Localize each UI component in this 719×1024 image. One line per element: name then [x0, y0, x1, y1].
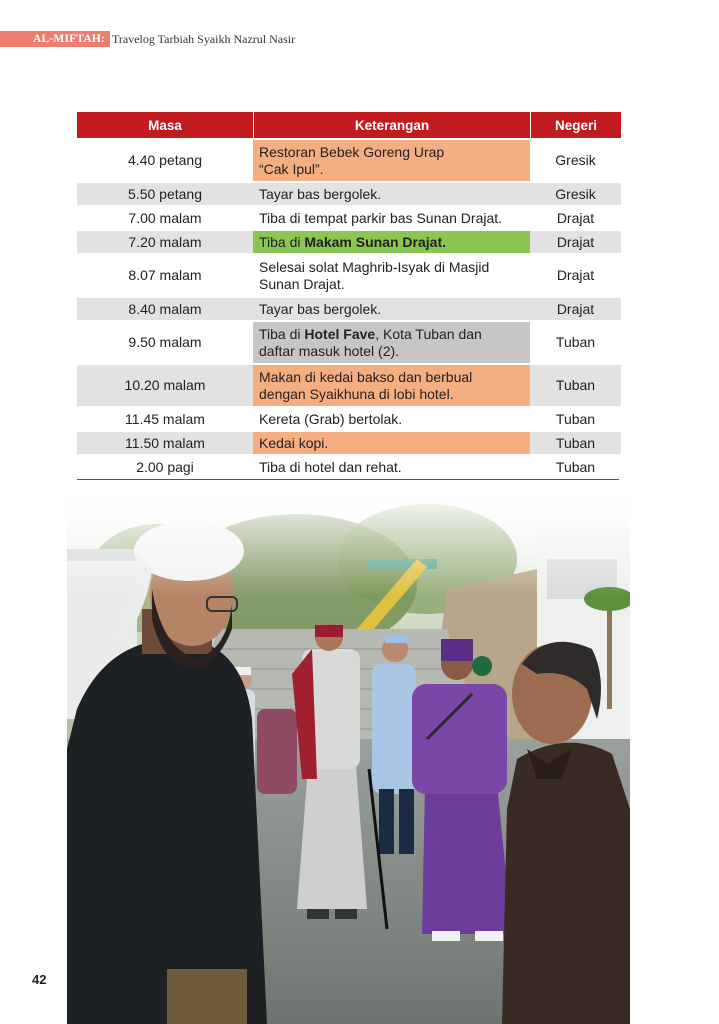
cell-keterangan [253, 432, 530, 454]
cell-negeri: Tuban [555, 334, 596, 350]
table-bottom-rule [77, 479, 619, 480]
photo-icon [67, 489, 630, 1024]
table-row [77, 255, 621, 296]
cell-masa: 10.20 malam [77, 365, 253, 406]
keterangan-text: Restoran Bebek Goreng Urap [259, 143, 445, 160]
table-row [77, 207, 621, 229]
keterangan-bold: Hotel Fave [304, 325, 376, 342]
cell-masa: 4.40 petang [128, 152, 202, 168]
cell-negeri: Drajat [530, 231, 621, 253]
cell-masa: 11.45 malam [125, 410, 205, 427]
cell-keterangan [253, 255, 530, 296]
keterangan-text: Selesai solat Maghrib-Isyak di Masjid [259, 258, 490, 275]
page-number: 42 [32, 972, 47, 987]
cell-keterangan [253, 456, 530, 478]
keterangan-bold: Makam Sunan Drajat. [304, 233, 446, 250]
header-title: Travelog Tarbiah Syaikh Nazrul Nasir [112, 32, 296, 46]
cell-negeri: Drajat [556, 209, 595, 226]
cell-masa: 9.50 malam [128, 334, 202, 350]
keterangan-text: Kedai kopi. [259, 434, 329, 451]
cell-keterangan [253, 140, 530, 181]
cell-negeri: Drajat [530, 298, 621, 320]
cell-masa: 2.00 pagi [136, 458, 194, 475]
table-row [77, 432, 621, 454]
cell-masa: 8.40 malam [77, 298, 253, 320]
table-row [77, 322, 621, 363]
keterangan-text: , Kota Tuban dan [375, 325, 482, 342]
cell-masa: 5.50 petang [77, 183, 253, 205]
keterangan-text: daftar masuk hotel (2). [259, 342, 400, 359]
cell-negeri: Tuban [555, 410, 596, 427]
cell-keterangan [253, 298, 530, 320]
cell-negeri: Tuban [530, 432, 621, 454]
keterangan-text: dengan Syaikhuna di lobi hotel. [259, 385, 454, 402]
cell-masa: 11.50 malam [77, 432, 253, 454]
table-row [77, 140, 621, 181]
cell-keterangan [253, 207, 530, 229]
table-row [77, 365, 621, 406]
keterangan-text: Tayar bas bergolek. [259, 300, 382, 317]
cell-keterangan [253, 365, 530, 406]
table-row [77, 298, 621, 320]
table-row [77, 231, 621, 253]
table-row [77, 408, 621, 430]
table-row [77, 183, 621, 205]
keterangan-text: Tiba di [259, 325, 305, 342]
column-header-negeri: Negeri [530, 112, 621, 138]
cell-masa: 8.07 malam [128, 267, 202, 283]
cell-negeri: Tuban [530, 365, 621, 406]
keterangan-text: Tiba di hotel dan rehat. [259, 458, 402, 475]
keterangan-text: Tiba di [259, 233, 305, 250]
keterangan-text: Sunan Drajat. [259, 275, 345, 292]
cell-keterangan [253, 231, 530, 253]
photo [67, 489, 630, 1024]
keterangan-text: Kereta (Grab) bertolak. [259, 410, 403, 427]
table-row [77, 456, 621, 478]
cell-masa: 7.20 malam [77, 231, 253, 253]
cell-keterangan [253, 183, 530, 205]
column-header-masa: Masa [77, 112, 253, 138]
keterangan-text: Makan di kedai bakso dan berbual [259, 368, 473, 385]
cell-negeri: Tuban [555, 458, 596, 475]
cell-keterangan [253, 322, 530, 363]
keterangan-text: Tiba di tempat parkir bas Sunan Drajat. [259, 209, 503, 226]
header-brand: AL-MIFTAH: [33, 33, 106, 45]
cell-keterangan [253, 408, 530, 430]
cell-masa: 7.00 malam [128, 209, 202, 226]
itinerary-table [77, 110, 621, 480]
cell-negeri: Drajat [556, 267, 595, 283]
keterangan-text: Tayar bas bergolek. [259, 185, 382, 202]
keterangan-text: “Cak Ipul”. [259, 160, 324, 177]
table-header-row [77, 112, 621, 138]
column-header-keterangan: Keterangan [253, 112, 530, 138]
cell-negeri: Gresik [530, 183, 621, 205]
cell-negeri: Gresik [555, 152, 596, 168]
